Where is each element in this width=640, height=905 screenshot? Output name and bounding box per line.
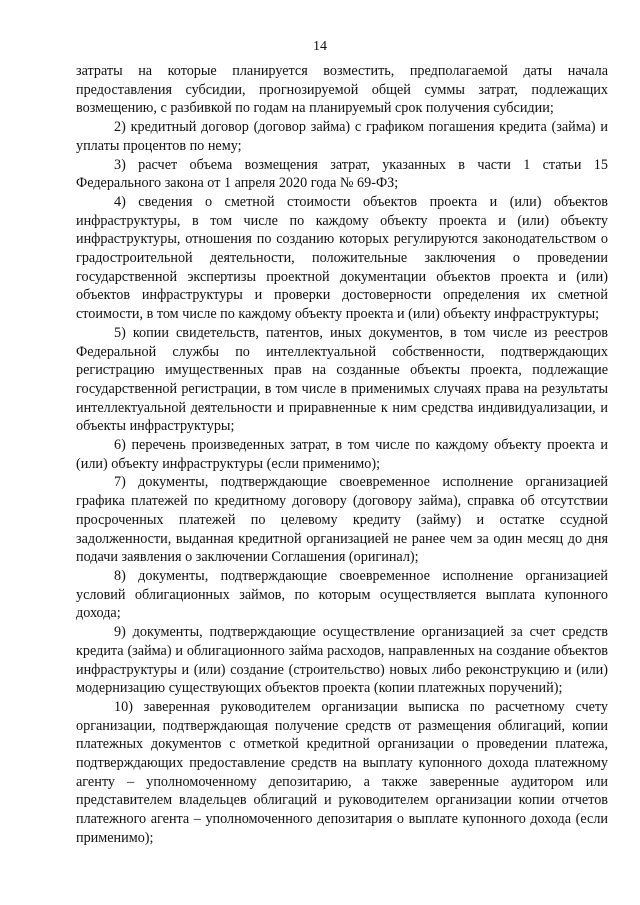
list-item-6: 6) перечень произведенных затрат, в том числе по каждому объекту проекта и (или) объекту инфраструктуры (если применимо); [76,437,608,472]
list-item-4: 4) сведения о сметной стоимости объектов проекта и (или) объектов инфраструктуры, в том числе по каждому объекту проекта и (или) объекту инфраструктуры, отношения по созданию которых регулируются законодательством о градостроительной деятельности, положительные заключения о проведении государственной экспертизы проектной документации объектов проекта и (или) объектов инфраструктуры и проверки достоверности определения их сметной стоимости, в том числе по каждому объекту проекта и (или) объекту инфраструктуры; [76,193,608,323]
page-number: 14 [313,39,327,54]
list-item-8: 8) документы, подтверждающие своевременное исполнение организацией условий облигационных займов, по которым осуществляется выплата купонного дохода; [76,567,608,622]
paragraph-continuation: затраты на которые планируется возместить, предполагаемой даты начала предоставления субсидии, прогнозируемой общей суммы затрат, подлежащих возмещению, с разбивкой по годам на планируемый срок получения субсидии; [76,63,608,117]
list-item-9: 9) документы, подтверждающие осуществление организацией за счет средств кредита (займа) и облигационного займа расходов, направленных на создание объектов инфраструктуры и (или) создание (строительство) новых либо реконструкцию и (или) модернизацию существующих объектов проекта (копии платежных поручений); [76,624,608,697]
list-item-10: 10) заверенная руководителем организации выписка по расчетному счету организации, подтверждающая получение средств от размещения облигаций, копии платежных документов с отметкой кредитной организации о проведении платежа, подтверждающих предоставление средств на выплату купонного дохода платежному агенту – уполномоченному депозитарию, а также заверенные аудитором или представителем владельцев облигаций и руководителем организации копии отчетов платежного агента – уполномоченного депозитария о выплате купонного дохода (если применимо); [76,698,608,846]
list-item-5: 5) копии свидетельств, патентов, иных документов, в том числе из реестров Федеральной службы по интеллектуальной собственности, подтверждающих регистрацию имущественных прав на созданные объекты проекта, подлежащие государственной регистрации, в том числе в применимых случаях права на результаты интеллектуальной деятельности и приравненные к ним средства индивидуализации, и объекты инфраструктуры; [76,324,608,435]
list-item-7: 7) документы, подтверждающие своевременное исполнение организацией графика платежей по кредитному договору (договору займа), справка об отсутствии просроченных платежей по целевому кредиту (займу) и остатке ссудной задолженности, выданная кредитной организацией не ранее чем за один месяц до дня подачи заявления о заключении Соглашения (оригинал); [76,474,608,566]
list-item-2: 2) кредитный договор (договор займа) с графиком погашения кредита (займа) и уплаты процентов по нему; [76,119,608,154]
list-item-3: 3) расчет объема возмещения затрат, указанных в части 1 статьи 15 Федерального закона от 1 апреля 2020 года № 69-ФЗ; [76,156,608,192]
document-body [76,62,608,848]
